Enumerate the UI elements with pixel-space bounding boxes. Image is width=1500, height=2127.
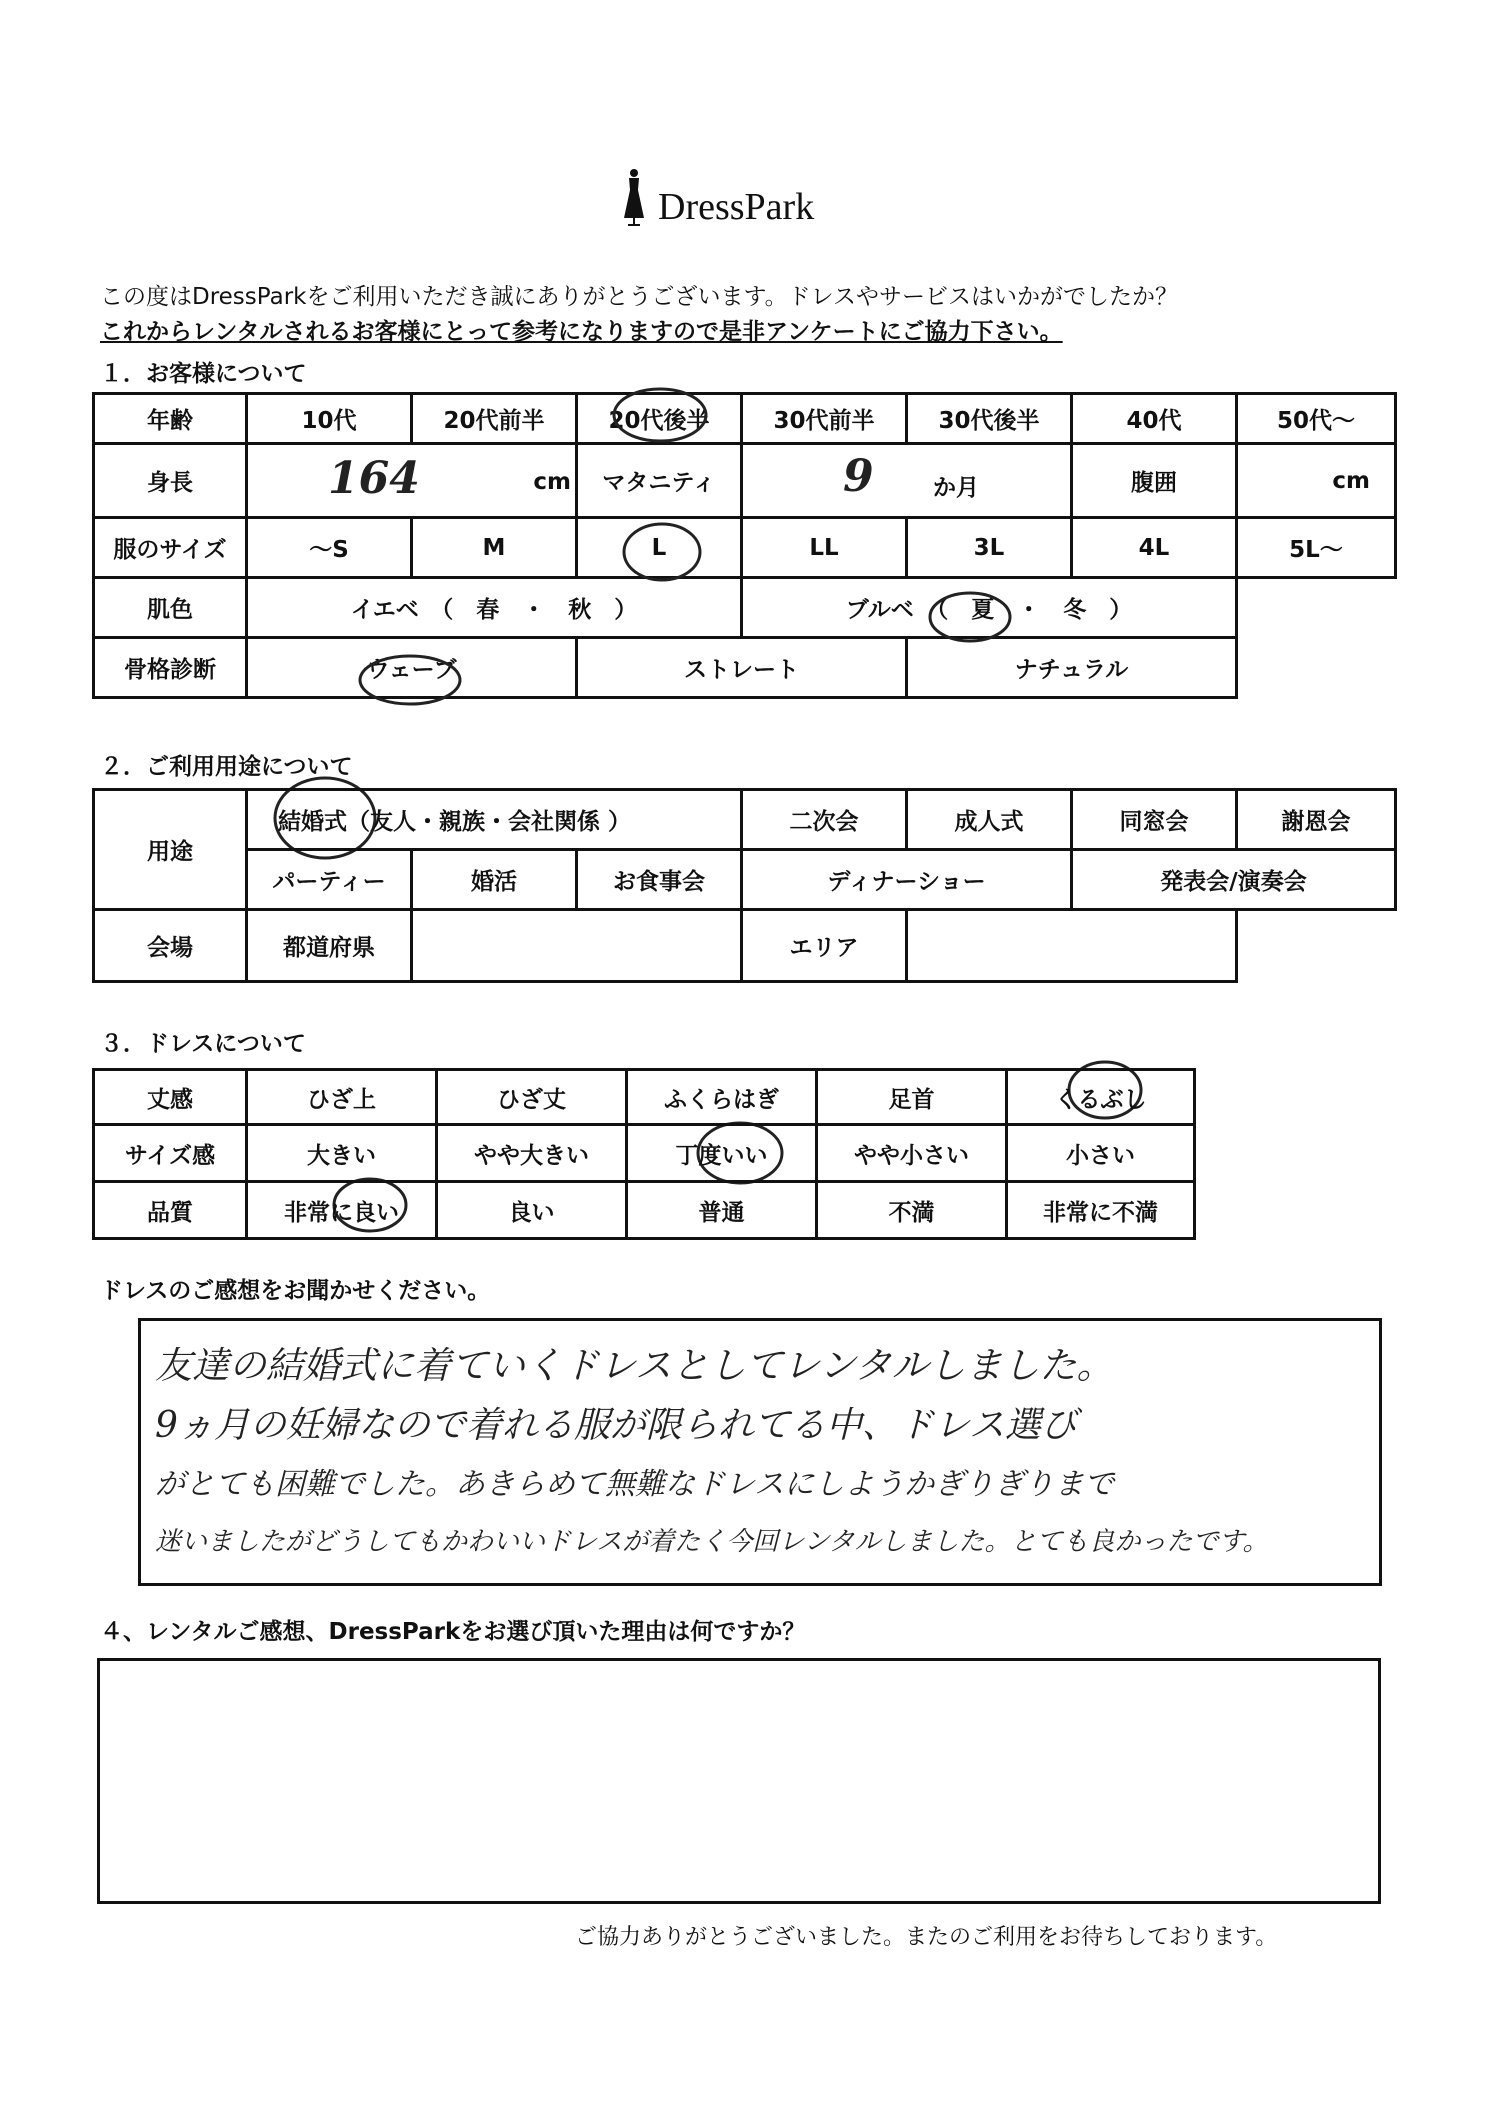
length-option[interactable]: ひざ上 <box>247 1070 437 1125</box>
fit-option-selected[interactable]: 丁度いい <box>627 1125 817 1182</box>
frame-label: 骨格診断 <box>94 638 247 698</box>
fit-option[interactable]: やや大きい <box>437 1125 627 1182</box>
quality-option[interactable]: 普通 <box>627 1182 817 1239</box>
size-option[interactable]: 4L <box>1072 518 1237 578</box>
comment-box[interactable] <box>138 1318 1382 1586</box>
reason-box[interactable] <box>97 1658 1381 1904</box>
skin-yellow-option[interactable]: イエベ （ 春 ・ 秋 ） <box>247 578 742 638</box>
area-field[interactable] <box>907 910 1237 982</box>
skin-blue-option[interactable]: ブルベ （ 夏 ・ 冬 ） <box>742 578 1237 638</box>
height-label: 身長 <box>94 444 247 518</box>
section4-title: ４、レンタルご感想、DressParkをお選び頂いた理由は何ですか？ <box>100 1619 806 1645</box>
fit-option[interactable]: 大きい <box>247 1125 437 1182</box>
size-option[interactable]: ～S <box>247 518 412 578</box>
purpose-option[interactable]: 謝恩会 <box>1237 790 1396 850</box>
comment-line: 迷いましたがどうしてもかわいいドレスが着たく今回レンタルしました。とても良かったです。 <box>155 1527 1269 1557</box>
comment-title: ドレスのご感想をお聞かせください。 <box>100 1278 491 1304</box>
brand-name: DressPark <box>658 186 815 228</box>
dress-table <box>92 1068 1196 1240</box>
maternity-value: 9 <box>843 451 874 502</box>
size-label: 服のサイズ <box>94 518 247 578</box>
height-unit: cm <box>533 469 571 495</box>
purpose-option[interactable]: 同窓会 <box>1072 790 1237 850</box>
quality-option[interactable]: 良い <box>437 1182 627 1239</box>
length-option-selected[interactable]: くるぶし <box>1007 1070 1195 1125</box>
quality-option[interactable]: 非常に不満 <box>1007 1182 1195 1239</box>
section1-title: １．お客様について <box>100 361 307 387</box>
purpose-option[interactable]: 成人式 <box>907 790 1072 850</box>
age-option[interactable]: 40代 <box>1072 394 1237 444</box>
blank-cell <box>1237 910 1396 982</box>
comment-line: 友達の結婚式に着ていくドレスとしてレンタルしました。 <box>155 1344 1114 1387</box>
section2-title: ２．ご利用用途について <box>100 754 353 780</box>
maternity-label: マタニティ <box>577 444 742 518</box>
purpose-option[interactable]: 発表会/演奏会 <box>1072 850 1396 910</box>
age-option[interactable]: 30代前半 <box>742 394 907 444</box>
mark-skin <box>930 593 1010 641</box>
purpose-label: 用途 <box>94 790 247 910</box>
fit-option[interactable]: 小さい <box>1007 1125 1195 1182</box>
maternity-unit: か月 <box>933 475 979 501</box>
purpose-option[interactable]: ディナーショー <box>742 850 1072 910</box>
age-option[interactable]: 10代 <box>247 394 412 444</box>
size-option[interactable]: 3L <box>907 518 1072 578</box>
fit-option[interactable]: やや小さい <box>817 1125 1007 1182</box>
area-label: エリア <box>742 910 907 982</box>
quality-option-selected[interactable]: 非常に良い <box>247 1182 437 1239</box>
prefecture-label: 都道府県 <box>247 910 412 982</box>
purpose-option[interactable]: 婚活 <box>412 850 577 910</box>
waist-unit[interactable]: cm <box>1237 444 1396 518</box>
purpose-option[interactable]: 二次会 <box>742 790 907 850</box>
footer-thanks: ご協力ありがとうございました。またのご利用をお待ちしております。 <box>575 1925 1278 1950</box>
length-option[interactable]: ふくらはぎ <box>627 1070 817 1125</box>
frame-option[interactable]: ナチュラル <box>907 638 1237 698</box>
waist-label: 腹囲 <box>1072 444 1237 518</box>
length-option[interactable]: ひざ丈 <box>437 1070 627 1125</box>
size-option[interactable]: M <box>412 518 577 578</box>
venue-label: 会場 <box>94 910 247 982</box>
purpose-wedding-selected[interactable]: 結婚式（友人・親族・会社関係 ） <box>247 790 742 850</box>
section3-title: ３．ドレスについて <box>100 1031 306 1057</box>
purpose-option[interactable]: パーティー <box>247 850 412 910</box>
quality-label: 品質 <box>94 1182 247 1239</box>
comment-line: 9ヵ月の妊婦なので着れる服が限られてる中、ドレス選び <box>155 1405 1077 1446</box>
quality-option[interactable]: 不満 <box>817 1182 1007 1239</box>
frame-option-selected[interactable]: ウェーブ <box>247 638 577 698</box>
age-option[interactable]: 30代後半 <box>907 394 1072 444</box>
mark-size <box>624 524 700 580</box>
frame-option[interactable]: ストレート <box>577 638 907 698</box>
size-option-selected[interactable]: L <box>577 518 742 578</box>
height-value: 164 <box>328 453 420 504</box>
length-option[interactable]: 足首 <box>817 1070 1007 1125</box>
purpose-table <box>92 788 1397 983</box>
length-label: 丈感 <box>94 1070 247 1125</box>
purpose-option[interactable]: お食事会 <box>577 850 742 910</box>
mark-age <box>614 389 706 441</box>
age-option[interactable]: 20代前半 <box>412 394 577 444</box>
age-option-selected[interactable]: 20代後半 <box>577 394 742 444</box>
age-option[interactable]: 50代～ <box>1237 394 1396 444</box>
prefecture-field[interactable] <box>412 910 742 982</box>
intro-text: この度はDressParkをご利用いただき誠にありがとうございます。ドレスやサービスはいかがでしたか？ <box>100 284 1178 310</box>
intro-request: これからレンタルされるお客様にとって参考になりますので是非アンケートにご協力下さい。 <box>100 319 1063 345</box>
size-option[interactable]: 5L～ <box>1237 518 1396 578</box>
skin-label: 肌色 <box>94 578 247 638</box>
mark-frame <box>360 656 460 704</box>
age-label: 年齢 <box>94 394 247 444</box>
fit-label: サイズ感 <box>94 1125 247 1182</box>
size-option[interactable]: LL <box>742 518 907 578</box>
comment-line: がとても困難でした。あきらめて無難なドレスにしようかぎりぎりまで <box>155 1467 1115 1502</box>
